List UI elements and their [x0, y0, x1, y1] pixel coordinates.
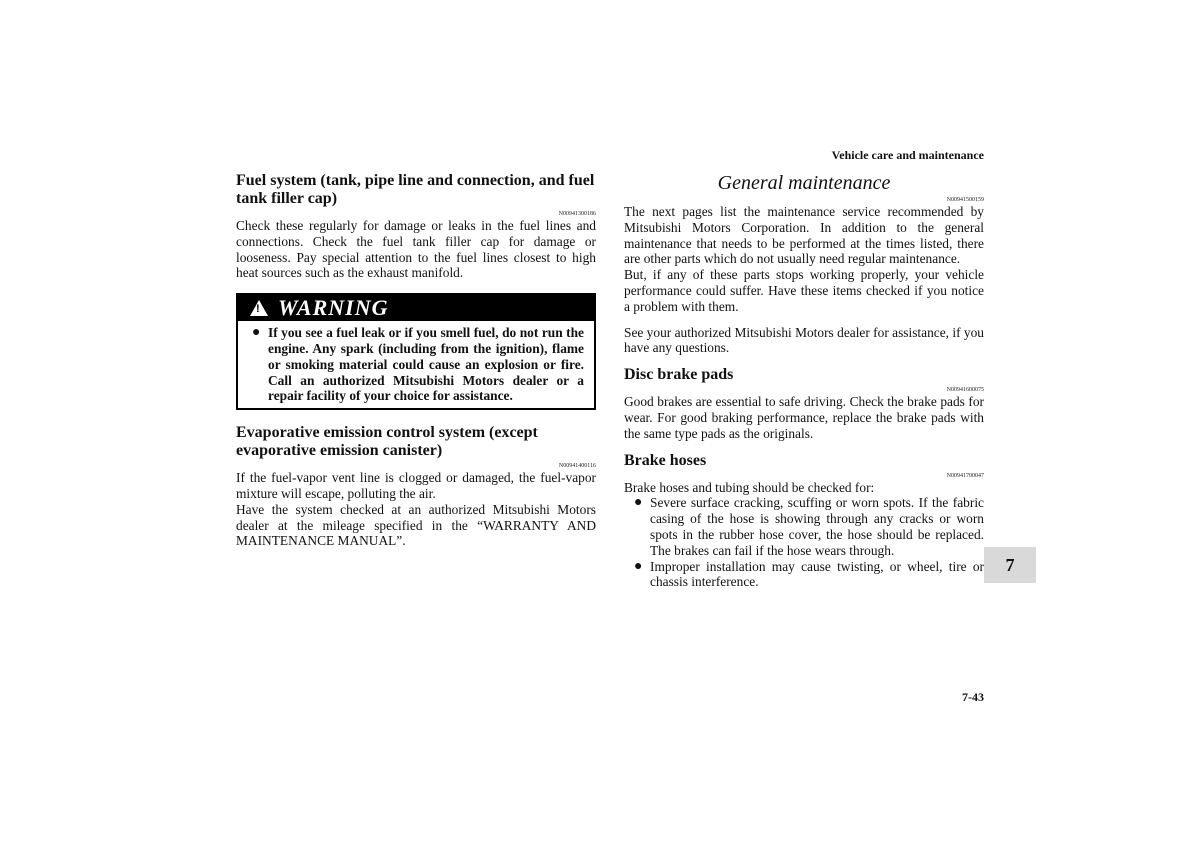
evap-body-2: Have the system checked at an authorized Mitsubishi Motors dealer at the mileage specified in the “WARRANTY AND MAINTENANCE MANUAL”. — [236, 501, 596, 549]
evap-code: N00941400116 — [558, 463, 596, 470]
general-maintenance-body-2: But, if any of these parts stops working properly, your vehicle performance could suffer. Have these items checked if you notice a problem with them. — [624, 267, 984, 314]
brake-hoses-list — [624, 495, 984, 590]
right-column — [624, 172, 984, 590]
left-column — [236, 172, 596, 549]
general-maintenance-title: General maintenance — [717, 172, 891, 194]
disc-brake-heading: Disc brake pads — [624, 366, 734, 384]
warning-title: WARNING — [278, 295, 389, 321]
bullet-icon: ● — [634, 495, 643, 511]
general-maintenance-code: N00941500159 — [946, 197, 984, 203]
list-item-text: Improper installation may cause twisting, or wheel, tire or chassis interference. — [650, 558, 984, 590]
warning-header — [238, 295, 594, 321]
warning-body — [238, 321, 594, 408]
list-item — [634, 495, 984, 558]
brake-hoses-heading: Brake hoses — [624, 451, 707, 469]
fuel-system-heading: Fuel system (tank, pipe line and connection, and fuel tank filler cap) — [236, 172, 595, 207]
list-item — [634, 559, 984, 591]
warning-box — [236, 293, 596, 410]
page-number: 7-43 — [962, 690, 984, 704]
general-maintenance-body-1: The next pages list the maintenance service recommended by Mitsubishi Motors Corporation. In addition to the general maintenance that needs to be performed at the times listed, there are other parts which do not usually need regular maintenance. — [624, 204, 984, 267]
warning-item-text: If you see a fuel leak or if you smell fuel, do not run the engine. Any spark (including from the ignition), flame or smoking material could cause an explosion or fire. Call an authorized Mitsubishi Motors dealer or a repair facility of your choice for assistance. — [268, 325, 584, 404]
fuel-system-code: N00941300186 — [558, 211, 596, 217]
warning-triangle-icon: ! — [250, 300, 268, 316]
warning-item — [252, 325, 584, 404]
chapter-tab: 7 — [984, 547, 1036, 583]
list-item-text: Severe surface cracking, scuffing or worn spots. If the fabric casing of the hose is showing through any cracks or worn spots in the rubber hose cover, the hose should be replaced. The brakes can fail if the hose wears through. — [650, 495, 984, 558]
fuel-system-body: Check these regularly for damage or leaks in the fuel lines and connections. Check the fuel tank filler cap for damage or looseness. Pay special attention to the fuel lines closest to high heat sources such as the exhaust manifold. — [236, 218, 596, 281]
general-maintenance-body-3: See your authorized Mitsubishi Motors dealer for assistance, if you have any questions. — [624, 324, 984, 356]
disc-brake-code: N00941600075 — [946, 387, 984, 394]
section-header: Vehicle care and maintenance — [831, 148, 984, 162]
bullet-icon: ● — [252, 325, 261, 341]
brake-hoses-intro: Brake hoses and tubing should be checked for: — [624, 479, 875, 495]
evap-heading: Evaporative emission control system (except evaporative emission canister) — [236, 424, 538, 460]
disc-brake-body: Good brakes are essential to safe driving. Check the brake pads for wear. For good braking performance, replace the brake pads with the same type pads as the originals. — [624, 394, 984, 441]
brake-hoses-code: N00941700047 — [946, 472, 984, 479]
bullet-icon: ● — [634, 558, 643, 574]
evap-body-1: If the fuel-vapor vent line is clogged or damaged, the fuel-vapor mixture will escape, polluting the air. — [236, 470, 596, 501]
